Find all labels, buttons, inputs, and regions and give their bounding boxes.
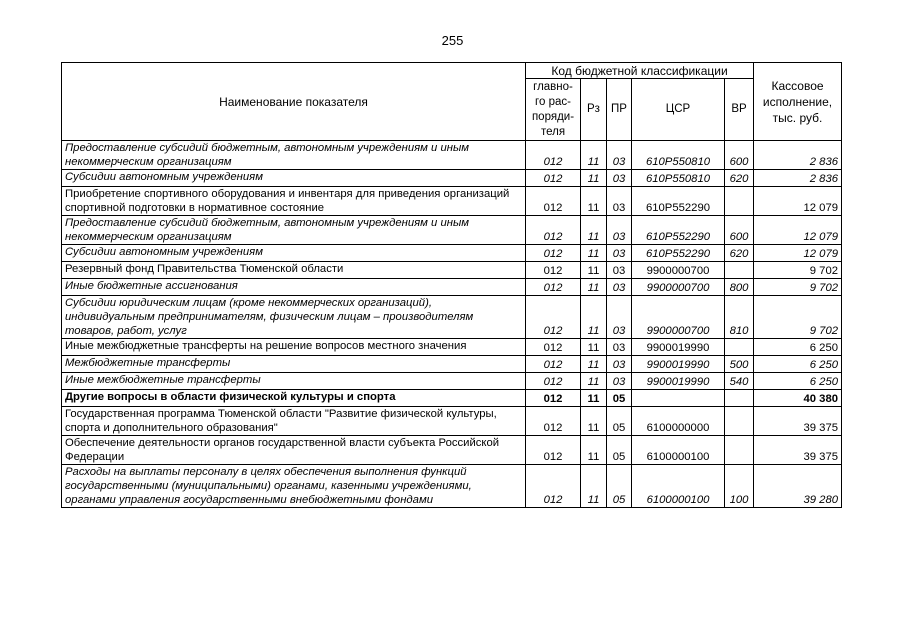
table-row	[62, 245, 842, 262]
cell-rz: 11	[581, 245, 607, 262]
cell-pr: 03	[607, 245, 632, 262]
table-row	[62, 296, 842, 339]
cell-pr: 03	[607, 170, 632, 187]
table-row	[62, 279, 842, 296]
table-row	[62, 262, 842, 279]
cell-csr: 610P550810	[632, 141, 725, 170]
cell-vr	[725, 339, 754, 356]
cell-rz: 11	[581, 262, 607, 279]
header-name: Наименование показателя	[62, 63, 526, 141]
header-glav: главно-го рас-поряди-теля	[526, 79, 581, 141]
cell-amount: 12 079	[754, 216, 842, 245]
cell-glav: 012	[526, 170, 581, 187]
cell-pr: 03	[607, 187, 632, 216]
cell-name: Межбюджетные трансферты	[62, 356, 526, 373]
cell-amount: 2 836	[754, 141, 842, 170]
table-row	[62, 356, 842, 373]
table-row	[62, 407, 842, 436]
cell-glav: 012	[526, 407, 581, 436]
cell-name: Иные бюджетные ассигнования	[62, 279, 526, 296]
cell-rz: 11	[581, 436, 607, 465]
cell-amount: 9 702	[754, 262, 842, 279]
cell-name: Предоставление субсидий бюджетным, автономным учреждениям и иным некоммерческим организациям	[62, 216, 526, 245]
cell-csr: 6100000100	[632, 465, 725, 508]
table-body	[62, 141, 842, 508]
page-number: 255	[441, 33, 464, 48]
cell-name: Иные межбюджетные трансферты на решение вопросов местного значения	[62, 339, 526, 356]
table-row	[62, 373, 842, 390]
cell-amount: 6 250	[754, 339, 842, 356]
cell-name: Субсидии автономным учреждениям	[62, 245, 526, 262]
cell-glav: 012	[526, 245, 581, 262]
cell-glav: 012	[526, 436, 581, 465]
cell-glav: 012	[526, 339, 581, 356]
table-row	[62, 339, 842, 356]
cell-csr	[632, 390, 725, 407]
cell-vr	[725, 407, 754, 436]
cell-rz: 11	[581, 390, 607, 407]
cell-pr: 03	[607, 141, 632, 170]
cell-rz: 11	[581, 170, 607, 187]
header-csr: ЦСР	[632, 79, 725, 141]
budget-table	[61, 62, 842, 508]
cell-vr: 620	[725, 245, 754, 262]
cell-name: Обеспечение деятельности органов государственной власти субъекта Российской Федерации	[62, 436, 526, 465]
cell-csr: 610P550810	[632, 170, 725, 187]
cell-amount: 9 702	[754, 296, 842, 339]
cell-vr: 100	[725, 465, 754, 508]
table-row	[62, 141, 842, 170]
cell-pr: 05	[607, 465, 632, 508]
cell-amount: 12 079	[754, 187, 842, 216]
cell-name: Другие вопросы в области физической культуры и спорта	[62, 390, 526, 407]
cell-name: Резервный фонд Правительства Тюменской области	[62, 262, 526, 279]
cell-vr: 620	[725, 170, 754, 187]
cell-vr: 800	[725, 279, 754, 296]
cell-csr: 610P552290	[632, 187, 725, 216]
cell-csr: 9900000700	[632, 296, 725, 339]
cell-vr	[725, 262, 754, 279]
cell-pr: 03	[607, 279, 632, 296]
cell-rz: 11	[581, 216, 607, 245]
cell-vr: 600	[725, 141, 754, 170]
cell-rz: 11	[581, 141, 607, 170]
table-row	[62, 436, 842, 465]
cell-amount: 39 280	[754, 465, 842, 508]
cell-rz: 11	[581, 373, 607, 390]
cell-name: Расходы на выплаты персоналу в целях обеспечения выполнения функций государственными (муниципальными) органами, казенными учреждениями, органами управления государственными внебюджетными фондами	[62, 465, 526, 508]
cell-glav: 012	[526, 390, 581, 407]
cell-amount: 6 250	[754, 356, 842, 373]
cell-glav: 012	[526, 279, 581, 296]
cell-name: Иные межбюджетные трансферты	[62, 373, 526, 390]
cell-amount: 9 702	[754, 279, 842, 296]
cell-glav: 012	[526, 216, 581, 245]
cell-name: Приобретение спортивного оборудования и инвентаря для приведения организаций спортивной подготовки в нормативное состояние	[62, 187, 526, 216]
cell-vr: 600	[725, 216, 754, 245]
cell-csr: 9900019990	[632, 373, 725, 390]
header-code-group: Код бюджетной классификации	[526, 63, 754, 79]
cell-csr: 9900000700	[632, 279, 725, 296]
cell-vr	[725, 390, 754, 407]
table-header	[62, 63, 842, 141]
cell-vr	[725, 187, 754, 216]
cell-amount: 40 380	[754, 390, 842, 407]
cell-glav: 012	[526, 373, 581, 390]
cell-pr: 03	[607, 296, 632, 339]
cell-vr: 540	[725, 373, 754, 390]
cell-amount: 2 836	[754, 170, 842, 187]
header-pr: ПР	[607, 79, 632, 141]
cell-glav: 012	[526, 296, 581, 339]
cell-pr: 05	[607, 407, 632, 436]
table-row	[62, 390, 842, 407]
cell-csr: 9900019990	[632, 356, 725, 373]
cell-pr: 03	[607, 262, 632, 279]
cell-csr: 6100000000	[632, 407, 725, 436]
cell-pr: 03	[607, 216, 632, 245]
cell-amount: 6 250	[754, 373, 842, 390]
cell-rz: 11	[581, 296, 607, 339]
cell-glav: 012	[526, 141, 581, 170]
cell-vr: 500	[725, 356, 754, 373]
cell-name: Субсидии юридическим лицам (кроме некоммерческих организаций), индивидуальным предпринимателям, физическим лицам – производителям товаров, работ, услуг	[62, 296, 526, 339]
cell-rz: 11	[581, 279, 607, 296]
cell-pr: 05	[607, 390, 632, 407]
cell-name: Государственная программа Тюменской области "Развитие физической культуры, спорта и дополнительного образования"	[62, 407, 526, 436]
cell-pr: 03	[607, 339, 632, 356]
cell-csr: 9900019990	[632, 339, 725, 356]
header-total: Кассовое исполнение, тыс. руб.	[754, 63, 842, 141]
header-rz: Рз	[581, 79, 607, 141]
table-row	[62, 465, 842, 508]
cell-glav: 012	[526, 262, 581, 279]
cell-pr: 03	[607, 373, 632, 390]
cell-csr: 9900000700	[632, 262, 725, 279]
cell-vr	[725, 436, 754, 465]
cell-rz: 11	[581, 407, 607, 436]
cell-rz: 11	[581, 356, 607, 373]
cell-rz: 11	[581, 465, 607, 508]
cell-vr: 810	[725, 296, 754, 339]
cell-csr: 6100000100	[632, 436, 725, 465]
cell-glav: 012	[526, 187, 581, 216]
cell-csr: 610P552290	[632, 216, 725, 245]
cell-glav: 012	[526, 356, 581, 373]
cell-csr: 610P552290	[632, 245, 725, 262]
cell-pr: 03	[607, 356, 632, 373]
cell-rz: 11	[581, 187, 607, 216]
cell-amount: 39 375	[754, 436, 842, 465]
cell-pr: 05	[607, 436, 632, 465]
table-row	[62, 170, 842, 187]
cell-amount: 39 375	[754, 407, 842, 436]
cell-name: Субсидии автономным учреждениям	[62, 170, 526, 187]
cell-name: Предоставление субсидий бюджетным, автономным учреждениям и иным некоммерческим организациям	[62, 141, 526, 170]
header-vr: ВР	[725, 79, 754, 141]
table-row	[62, 216, 842, 245]
table-row	[62, 187, 842, 216]
cell-glav: 012	[526, 465, 581, 508]
cell-rz: 11	[581, 339, 607, 356]
cell-amount: 12 079	[754, 245, 842, 262]
